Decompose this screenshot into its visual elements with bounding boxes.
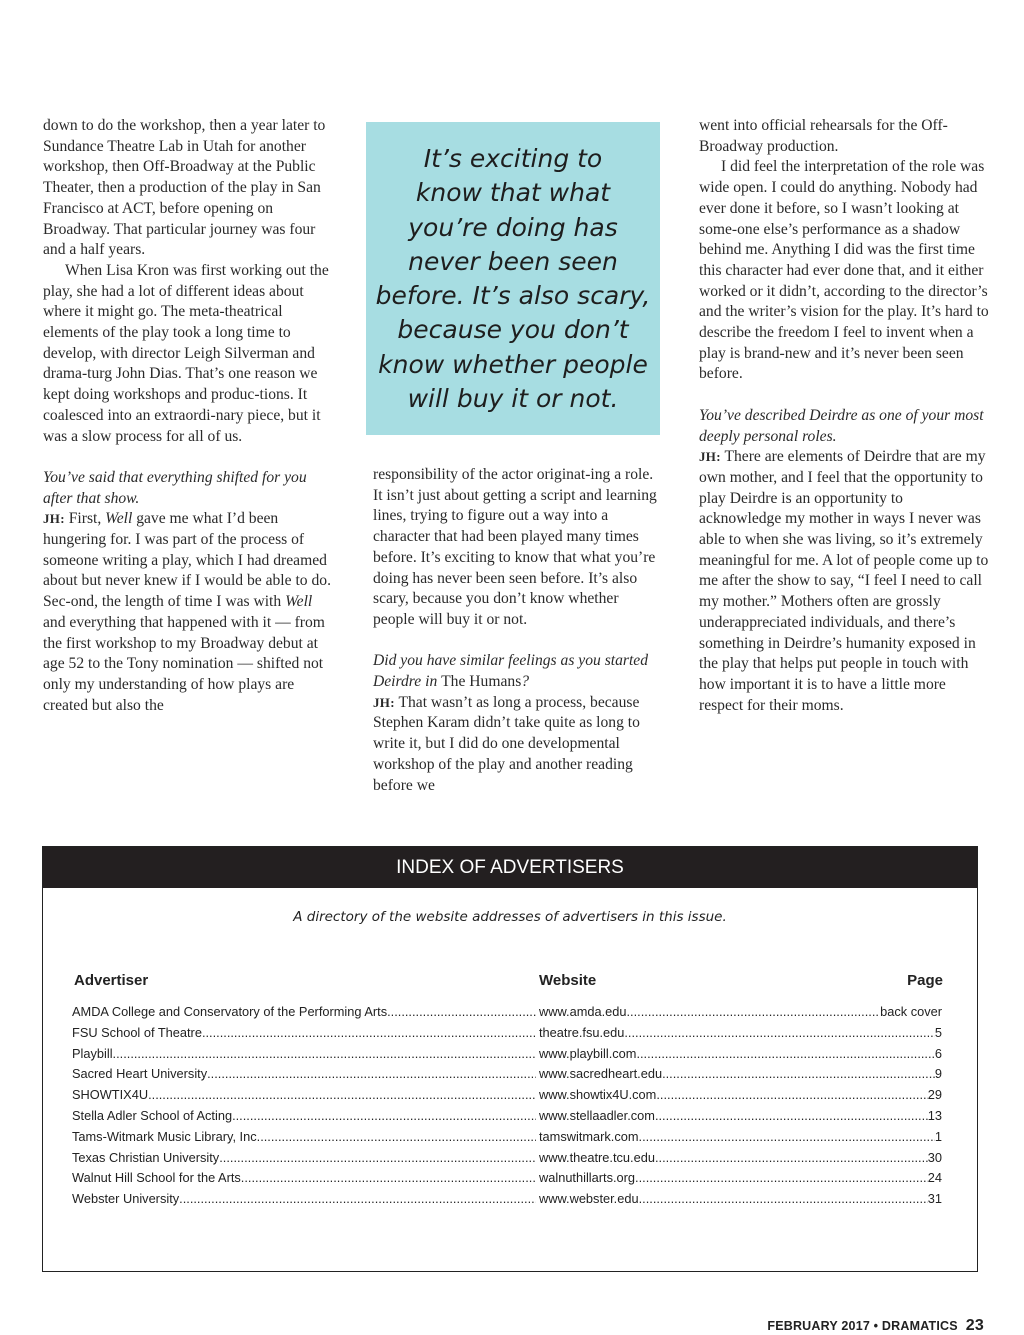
website-link[interactable]: tamswitmark.com <box>539 1128 639 1144</box>
article-column-1 <box>43 116 333 716</box>
page-ref: 30 <box>927 1149 942 1165</box>
advertiser-name: SHOWTIX4U <box>72 1087 149 1103</box>
page-ref: 29 <box>927 1087 942 1103</box>
advertiser-name: Texas Christian University <box>72 1149 220 1165</box>
table-row <box>72 1168 942 1189</box>
pull-quote-line: know that what <box>415 178 611 208</box>
paragraph: went into official rehearsals for the Off-Broadway production. <box>699 117 948 155</box>
website-link[interactable]: www.theatre.tcu.edu <box>539 1149 655 1165</box>
page-ref: 9 <box>934 1066 942 1082</box>
paragraph: responsibility of the actor originat-ing a role. It isn’t just about getting a script and learning lines, trying to figure out a way into a character that had been played many times before. It’s exciting to know that what you’re doing has never been seen before. It’s also scary, because you don’t know whether people will buy it or not. <box>373 466 657 628</box>
advertiser-list <box>72 1002 942 1210</box>
page-footer <box>767 1317 984 1335</box>
page-number: 23 <box>965 1317 984 1334</box>
table-row <box>72 1106 942 1127</box>
pull-quote <box>366 122 660 435</box>
website-link[interactable]: theatre.fsu.edu <box>539 1024 625 1040</box>
interview-question: You’ve said that everything shifted for you after that show. <box>43 468 307 507</box>
issue-label: FEBRUARY 2017 • DRAMATICS <box>767 1319 958 1333</box>
column-header-website: Website <box>539 972 597 989</box>
website-link[interactable]: www.stellaadler.com <box>539 1107 655 1123</box>
table-row <box>72 1002 942 1023</box>
website-link[interactable]: www.sacredheart.edu <box>539 1066 663 1082</box>
play-title: Well <box>285 593 313 611</box>
answer-text: There are elements of Deirdre that are my own mother, and I feel that the opportunity to play Deirdre is an opportunity to acknowledge my mother in ways I never was able to when she was living, so it’s extremely meaningful for me. A lot of people come up to me after the show to say, “I feel I need to call my mother.” Mothers often are grossly underappreciated individuals, and there’s something in Deirdre’s humanity exposed in the play that helps put people in touch with how important it is to have a little more respect for their moms. <box>699 448 989 714</box>
interview-answer <box>43 509 333 716</box>
index-subtitle: A directory of the website addresses of advertisers in this issue. <box>293 909 727 925</box>
speaker-label: JH: <box>373 694 395 710</box>
page-ref: 1 <box>934 1128 942 1144</box>
paragraph: I did feel the interpretation of the role was wide open. I could do anything. Nobody had ever done it before, so I wasn’t looking at some-one else’s performance as a shadow behind me. Anything I did was the first time this character had ever done that, and it either worked or it didn’t, according to the director’s and the writer’s vision for the play. It’s hard to describe the freedom I feel to invent when a play is brand-new and it’s never been seen before. <box>699 158 989 383</box>
speaker-label: JH: <box>43 511 65 527</box>
index-title: INDEX OF ADVERTISERS <box>43 847 977 888</box>
interview-question <box>373 651 663 692</box>
pull-quote-line: know whether people <box>378 349 648 379</box>
play-title: Well <box>105 510 133 528</box>
advertiser-name: Tams-Witmark Music Library, Inc. <box>72 1128 261 1144</box>
article-column-2 <box>373 465 663 796</box>
pull-quote-line: will buy it or not. <box>407 384 619 414</box>
page-ref: 24 <box>927 1170 942 1186</box>
pull-quote-line: before. It’s also scary, <box>375 281 651 311</box>
advertiser-name: FSU School of Theatre <box>72 1024 202 1040</box>
advertiser-name: Sacred Heart University <box>72 1066 208 1082</box>
question-text: ? <box>521 673 530 691</box>
answer-text: That wasn’t as long a process, because Stephen Karam didn’t take quite as long to write it, but I did do one developmental workshop of the play and another reading before we <box>373 693 640 794</box>
paragraph: When Lisa Kron was first working out the play, she had a lot of different ideas about where it might go. The meta-theatrical elements of the play took a long time to develop, with director Leigh Silverman and drama-turg John Dias. That’s one reason we kept doing workshops and produc-tions. It coalesced into an extraordi-nary piece, but it was a slow process for all of us. <box>43 261 329 445</box>
page-ref: 13 <box>927 1107 942 1123</box>
advertiser-index <box>42 846 978 1272</box>
pull-quote-line: never been seen <box>408 246 618 276</box>
table-row <box>72 1023 942 1044</box>
table-row <box>72 1044 942 1065</box>
answer-text: and everything that happened with it — from the first workshop to my Broadway debut at age 52 to the Tony nomination — shifted not only my understanding of how plays are created but also the <box>43 613 325 714</box>
advertiser-name: Walnut Hill School for the Arts <box>72 1170 241 1186</box>
column-header-advertiser: Advertiser <box>74 972 149 989</box>
website-link[interactable]: www.playbill.com <box>539 1045 637 1061</box>
table-row <box>72 1189 942 1210</box>
advertiser-name: Stella Adler School of Acting <box>72 1107 233 1123</box>
website-link[interactable]: walnuthillarts.org <box>539 1170 636 1186</box>
pull-quote-line: because you don’t <box>397 315 629 345</box>
advertiser-name: Webster University <box>72 1191 180 1207</box>
column-header-page: Page <box>907 972 943 989</box>
pull-quote-line: It’s exciting to <box>423 144 603 173</box>
table-row <box>72 1064 942 1085</box>
interview-question: You’ve described Deirdre as one of your most deeply personal roles. <box>699 406 984 445</box>
page-ref: 31 <box>927 1191 942 1207</box>
advertiser-name: AMDA College and Conservatory of the Performing Arts <box>72 1004 388 1019</box>
interview-answer <box>373 693 663 797</box>
question-text: Did you have similar feelings as you started Deirdre in <box>373 652 649 691</box>
answer-text: First, <box>64 510 106 528</box>
website-link[interactable]: www.webster.edu <box>539 1191 639 1207</box>
page-ref: 6 <box>934 1045 942 1061</box>
website-link[interactable]: www.showtix4U.com <box>539 1087 657 1103</box>
paragraph: down to do the workshop, then a year later to Sundance Theatre Lab in Utah for another workshop, then Off-Broadway at the Public Theater, then a production of the play in San Francisco at ACT, before opening on Broadway. That particular journey was four and a half years. <box>43 117 326 259</box>
advertiser-name: Playbill <box>72 1045 113 1061</box>
page-ref: 5 <box>934 1024 942 1040</box>
speaker-label: JH: <box>699 449 721 465</box>
play-title: The Humans <box>441 673 522 691</box>
website-link[interactable]: www.amda.edu <box>539 1004 627 1019</box>
table-row <box>72 1148 942 1169</box>
page-ref: back cover <box>880 1004 942 1019</box>
answer-text: gave me what I’d been hungering for. I was part of the process of someone writing a play, which I had dreamed about but never knew if I would be able to do. Sec-ond, the length of time I was with <box>43 510 331 611</box>
table-row <box>72 1127 942 1148</box>
pull-quote-line: you’re doing has <box>408 212 618 242</box>
article-column-3 <box>699 116 989 716</box>
table-row <box>72 1085 942 1106</box>
interview-answer <box>699 447 989 716</box>
